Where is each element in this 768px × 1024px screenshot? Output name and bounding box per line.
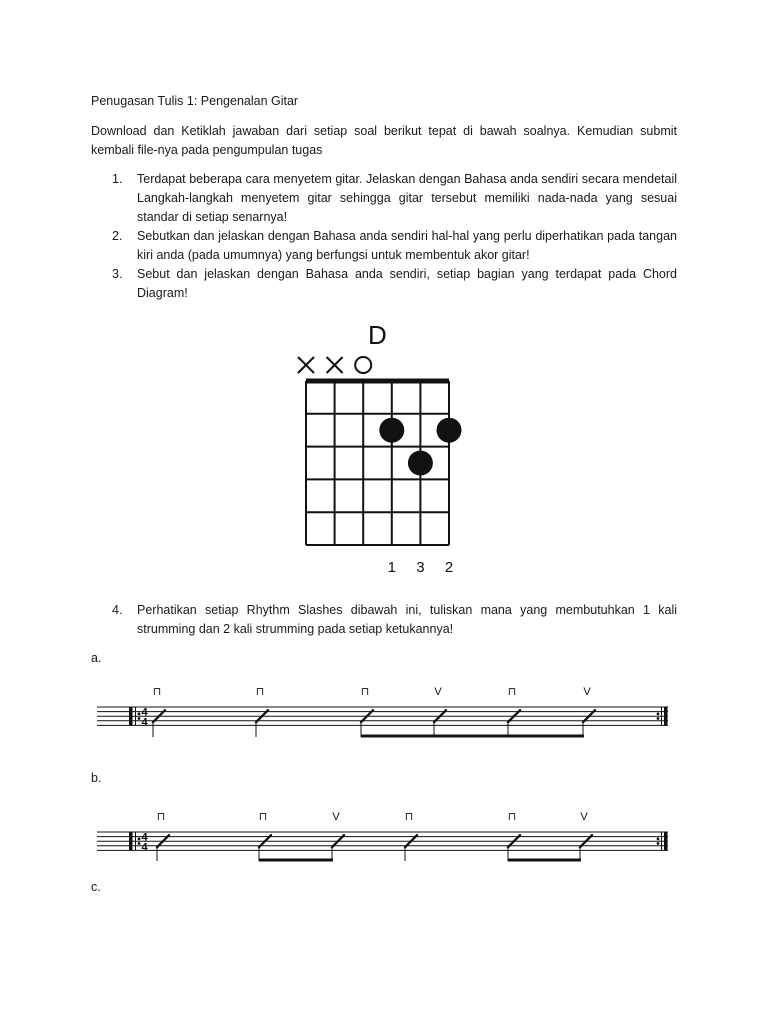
finger-number: 3	[416, 559, 425, 576]
rhythm-staff-b	[97, 811, 668, 862]
chord-name: D	[368, 320, 387, 350]
downstroke-icon: ⊓	[156, 811, 166, 823]
upstroke-icon: V	[583, 686, 591, 698]
repeat-bar-thick	[664, 707, 668, 725]
repeat-dot	[138, 838, 141, 841]
downstroke-icon: ⊓	[152, 686, 162, 698]
sub-label-c: c.	[91, 880, 101, 894]
question-text: Sebut dan jelaskan dengan Bahasa anda sendiri, setiap bagian yang terdapat pada Chord Diagram!	[137, 267, 677, 300]
downstroke-icon: ⊓	[507, 811, 517, 823]
document-title: Penugasan Tulis 1: Pengenalan Gitar	[91, 94, 299, 108]
repeat-dot	[138, 717, 141, 720]
sub-label-b: b.	[91, 771, 102, 785]
rhythm-staff-a	[97, 686, 668, 738]
downstroke-icon: ⊓	[255, 686, 265, 698]
question-number: 3.	[112, 267, 123, 281]
upstroke-icon: V	[434, 686, 442, 698]
question-text: Perhatikan setiap Rhythm Slashes dibawah ini, tuliskan mana yang membutuhkan 1 kali strumming dan 2 kali strumming pada setiap ketukannya!	[137, 603, 677, 636]
downstroke-icon: ⊓	[404, 811, 414, 823]
finger-number: 2	[444, 559, 454, 576]
downstroke-icon: ⊓	[258, 811, 268, 823]
repeat-dot	[657, 838, 660, 841]
finger-number: 1	[387, 559, 396, 576]
intro-paragraph: Download dan Ketiklah jawaban dari setiap soal berikut tepat di bawah soalnya. Kemudian submit kembali file-nya pada pengumpulan tugas	[91, 124, 677, 157]
downstroke-icon: ⊓	[507, 686, 517, 698]
downstroke-icon: ⊓	[360, 686, 370, 698]
repeat-bar-thick	[129, 707, 133, 725]
upstroke-icon: V	[332, 811, 340, 823]
note-beam	[259, 859, 333, 862]
repeat-dot	[138, 713, 141, 716]
time-signature-top: 4	[141, 706, 148, 719]
repeat-dot	[138, 842, 141, 845]
repeat-bar-thick	[129, 832, 133, 850]
repeat-bar-thick	[664, 832, 668, 850]
repeat-dot	[657, 717, 660, 720]
repeat-dot	[657, 713, 660, 716]
upstroke-icon: V	[580, 811, 588, 823]
question-number: 4.	[112, 603, 123, 617]
time-signature-bottom: 4	[141, 841, 148, 854]
note-beam	[508, 859, 581, 862]
question-number: 2.	[112, 229, 123, 243]
sub-label-a: a.	[91, 651, 102, 665]
time-signature-bottom: 4	[141, 716, 148, 729]
question-text: Sebutkan dan jelaskan dengan Bahasa anda sendiri hal-hal yang perlu diperhatikan pada tangan kiri anda (pada umumnya) yang berfungsi untuk membentuk akor gitar!	[137, 229, 677, 262]
question-number: 1.	[112, 172, 123, 186]
repeat-dot	[657, 842, 660, 845]
time-signature-top: 4	[141, 831, 148, 844]
question-text: Terdapat beberapa cara menyetem gitar. Jelaskan dengan Bahasa anda sendiri secara mendetail Langkah-langkah menyetem gitar sehingga gitar tersebut memiliki nada-nada yang sesuai standar di setiap senarnya!	[137, 172, 677, 224]
note-beam	[361, 735, 584, 738]
